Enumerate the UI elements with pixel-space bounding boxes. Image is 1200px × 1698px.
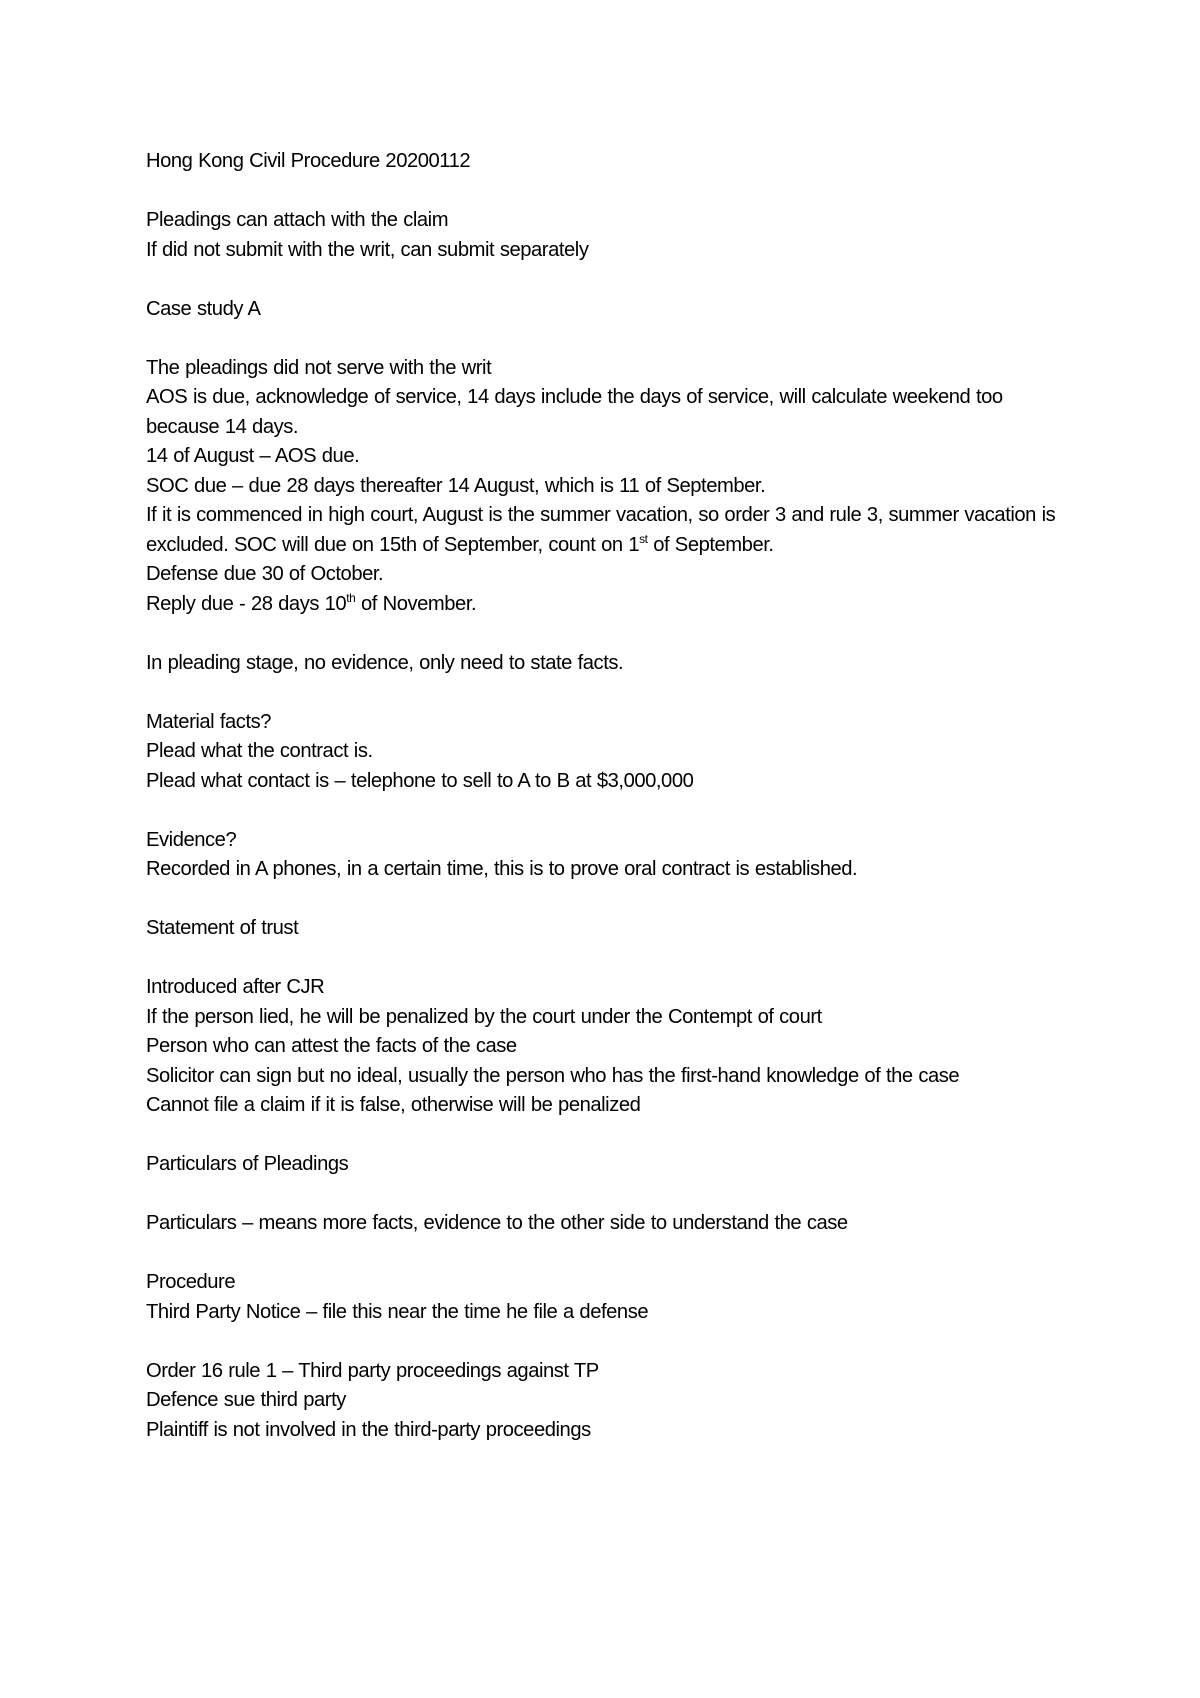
section-heading: Case study A xyxy=(146,297,261,320)
text-line: Order 16 rule 1 – Third party proceedings against TP xyxy=(146,1359,599,1382)
spacer xyxy=(146,177,1076,207)
spacer xyxy=(146,1239,1076,1269)
text-line: SOC due – due 28 days thereafter 14 August, which is 11 of September. xyxy=(146,474,766,497)
spacer xyxy=(146,944,1076,974)
text-line: Introduced after CJR xyxy=(146,976,325,998)
text-line: Person who can attest the facts of the case xyxy=(146,1035,517,1057)
text-segment: If it is commenced in high court, August is the summer vacation, so order 3 and rule 3, summer vacation is excluded. SOC will due on 15th of September, count on 1 xyxy=(146,504,1061,556)
text-line: Particulars – means more facts, evidence to the other side to understand the case xyxy=(146,1212,848,1234)
text-line: 14 of August – AOS due. xyxy=(146,445,360,467)
spacer xyxy=(146,678,1076,708)
spacer xyxy=(146,796,1076,826)
text-line: AOS is due, acknowledge of service, 14 days include the days of service, will calculate weekend too because 14 days. xyxy=(146,386,1009,438)
text-line: Solicitor can sign but no ideal, usually the person who has the first-hand knowledge of the case xyxy=(146,1064,960,1087)
spacer xyxy=(146,885,1076,915)
text-segment: of September. xyxy=(647,533,774,556)
text-line: Pleadings can attach with the claim xyxy=(146,209,449,231)
text-line: Recorded in A phones, in a certain time, this is to prove oral contract is established. xyxy=(146,858,858,880)
section-heading: Particulars of Pleadings xyxy=(146,1153,349,1175)
text-line-with-superscript xyxy=(146,501,1076,560)
text-line: Plead what the contract is. xyxy=(146,740,373,762)
spacer xyxy=(146,1180,1076,1210)
text-line: If the person lied, he will be penalized by the court under the Contempt of court xyxy=(146,1005,822,1028)
spacer xyxy=(146,1327,1076,1357)
section-heading: Statement of trust xyxy=(146,917,299,939)
spacer xyxy=(146,619,1076,649)
text-line: Defense due 30 of October. xyxy=(146,563,384,585)
text-line: The pleadings did not serve with the writ xyxy=(146,356,492,379)
text-line: Plead what contact is – telephone to sell to A to B at $3,000,000 xyxy=(146,769,694,792)
text-line: If did not submit with the writ, can submit separately xyxy=(146,238,589,261)
text-line: In pleading stage, no evidence, only need to state facts. xyxy=(146,651,624,674)
spacer xyxy=(146,1121,1076,1151)
text-line: Third Party Notice – file this near the time he file a defense xyxy=(146,1300,649,1323)
text-line: Cannot file a claim if it is false, otherwise will be penalized xyxy=(146,1094,641,1116)
section-heading: Procedure xyxy=(146,1271,236,1293)
section-heading: Material facts? xyxy=(146,710,272,733)
document-title: Hong Kong Civil Procedure 20200112 xyxy=(146,150,471,172)
spacer xyxy=(146,265,1076,295)
section-heading: Evidence? xyxy=(146,828,237,851)
text-segment: of November. xyxy=(355,592,477,615)
superscript: st xyxy=(639,531,648,546)
text-line-with-superscript xyxy=(146,590,1076,620)
text-segment: Reply due - 28 days 10 xyxy=(146,592,347,615)
text-line: Defence sue third party xyxy=(146,1389,346,1411)
text-line: Plaintiff is not involved in the third-party proceedings xyxy=(146,1418,591,1441)
superscript: th xyxy=(346,590,356,605)
document-page xyxy=(146,147,1076,1445)
spacer xyxy=(146,324,1076,354)
